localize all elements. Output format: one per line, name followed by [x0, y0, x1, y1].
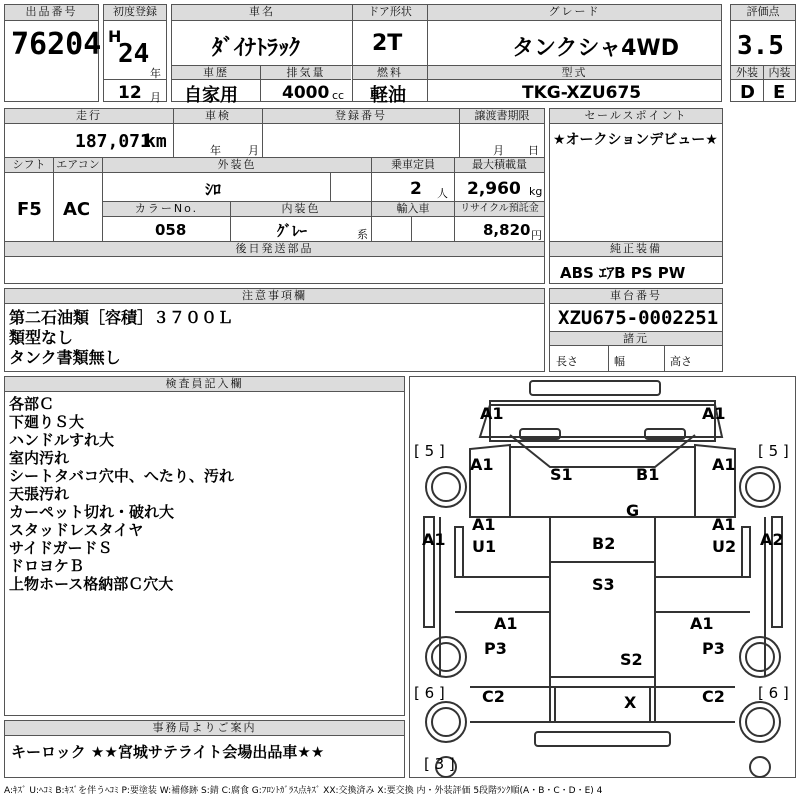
bracket-number: [ 6 ] [758, 684, 789, 702]
model-code: TKG-XZU675 [522, 83, 642, 103]
bracket-number: [ 5 ] [758, 442, 789, 460]
int-grade-label: 内装 [764, 66, 795, 80]
inspection-year-unit: 年 [210, 144, 221, 157]
damage-code: P3 [484, 639, 507, 658]
inspector-line: 室内汚れ [9, 449, 70, 467]
office-notice: キーロック ★★宮城サテライト会場出品車★★ [11, 743, 325, 761]
ac: AC [63, 199, 91, 220]
vehicle-details-box [4, 108, 545, 284]
damage-code: B1 [636, 465, 660, 484]
length-label: 長さ [556, 355, 578, 368]
first-registration-box [103, 4, 167, 102]
grade: タンクシャ4WD [512, 36, 679, 61]
car-history: 自家用 [184, 85, 238, 106]
capacity-label: 乗車定員 [372, 158, 454, 173]
ext-grade-label: 外装 [731, 66, 763, 80]
ac-label: エアコン [54, 158, 102, 173]
inspector-line: 上物ホース格納部Ｃ穴大 [9, 575, 174, 593]
door-label: ドア形状 [353, 5, 427, 21]
month-unit: 月 [150, 91, 161, 104]
damage-code: C2 [702, 687, 725, 706]
damage-diagram-box [409, 376, 796, 778]
mileage-unit: km [145, 131, 167, 152]
sales-point: ★オークションデビュー★ [553, 132, 718, 148]
inspector-line: 天張汚れ [9, 485, 70, 503]
score-box [730, 4, 796, 102]
chassis-number: XZU675-0002251 [558, 307, 719, 329]
bracket-number: [ 3 ] [424, 755, 455, 773]
displacement-unit: cc [332, 89, 345, 102]
car-name-label: 車名 [172, 5, 352, 21]
sales-point-label: セールスポイント [550, 109, 722, 124]
damage-legend: A:ｷｽﾞ U:ﾍｺﾐ B:ｷｽﾞを伴うﾍｺﾐ P:要塗装 W:補修跡 S:錆 C:腐食 G:ﾌﾛﾝﾄｶﾞﾗｽ点ｷｽﾞ XX:交換済み X:要交換 内・外装評価 5段階ﾗﾝｸ順(A・B・C・D・E) 4 [4, 786, 603, 796]
mileage: 187,071 [75, 131, 151, 152]
inspector-line: 各部Ｃ [9, 395, 55, 413]
equipment-label: 純正装備 [550, 242, 722, 257]
damage-code: S1 [550, 465, 573, 484]
inspector-line: カーペット切れ・破れ大 [9, 503, 175, 521]
inspector-line: ドロヨケＢ [9, 557, 85, 575]
office-label: 事務局よりご案内 [5, 721, 404, 736]
damage-code: X [624, 693, 637, 712]
inspection-month-unit: 月 [248, 144, 259, 157]
max-load-label: 最大積載量 [455, 158, 544, 173]
damage-code: U2 [712, 537, 737, 556]
lot-number-label: 出品番号 [5, 5, 98, 21]
fuel-type: 軽油 [370, 85, 406, 106]
transfer-label: 譲渡書期限 [460, 109, 544, 124]
interior-color-label: 内装色 [231, 202, 371, 217]
note-line: 類型なし [9, 328, 74, 347]
car-info-box [171, 4, 722, 106]
capacity: 2 [410, 179, 422, 199]
damage-code: A1 [470, 455, 494, 474]
notes-box [4, 288, 545, 372]
grade-label: グレード [428, 5, 721, 21]
mileage-label: 走行 [5, 109, 173, 124]
interior-color: ｸﾞﾚｰ [277, 222, 308, 240]
note-line: 第二石油類［容積］３７００Ｌ [9, 308, 234, 327]
specs-label: 諸元 [550, 332, 722, 346]
damage-code: B2 [592, 534, 616, 553]
registration-label: 登録番号 [263, 109, 459, 124]
damage-code: A1 [712, 455, 736, 474]
score-label: 評価点 [731, 5, 795, 21]
damage-code: A1 [422, 530, 446, 549]
car-name: ﾀﾞｲﾅﾄﾗｯｸ [212, 36, 301, 61]
bracket-number: [ 5 ] [414, 442, 445, 460]
damage-code: U1 [472, 537, 497, 556]
recycle-label: リサイクル預託金 [455, 202, 544, 217]
reg-month: 12 [118, 83, 142, 103]
inspector-line: ハンドルすれ大 [9, 431, 115, 449]
damage-code: A1 [480, 404, 504, 423]
lot-number-box [4, 4, 102, 102]
exterior-color: ｼﾛ [205, 180, 222, 199]
height-label: 高さ [670, 355, 692, 368]
lot-number: 76204 [11, 27, 102, 62]
damage-code: A1 [494, 614, 518, 633]
note-line: タンク書類無し [9, 348, 121, 367]
transfer-day-unit: 日 [528, 144, 539, 157]
inspector-label: 検査員記入欄 [5, 377, 404, 392]
sales-point-box [549, 108, 723, 284]
color-no-label: カラーNo. [103, 202, 230, 217]
shift-label: シフト [5, 158, 53, 173]
score-value: 3.5 [737, 31, 784, 61]
equipment: ABS ｴｱB PS PW [560, 264, 686, 282]
damage-code: P3 [702, 639, 725, 658]
chassis-box [549, 288, 723, 372]
chassis-number-label: 車台番号 [550, 289, 722, 304]
inspector-line: 下廻りＳ大 [9, 413, 85, 431]
inspection-label: 車検 [174, 109, 262, 124]
damage-code: A2 [760, 530, 784, 549]
shift: F5 [17, 199, 42, 220]
damage-code: S2 [620, 650, 643, 669]
later-parts-label: 後日発送部品 [5, 242, 544, 257]
capacity-unit: 人 [437, 187, 448, 200]
fuel-label: 燃料 [353, 66, 427, 80]
damage-code: A1 [712, 515, 736, 534]
history-label: 車歴 [172, 66, 260, 80]
recycle-fee: 8,820 [483, 221, 531, 239]
notes-label: 注意事項欄 [5, 289, 544, 304]
reg-year: 24 [118, 39, 150, 69]
door-type: 2T [372, 31, 403, 56]
max-load: 2,960 [467, 179, 521, 199]
damage-code: C2 [482, 687, 505, 706]
width-label: 幅 [614, 355, 625, 368]
inspector-box [4, 376, 405, 716]
max-load-unit: kg [529, 185, 543, 198]
damage-code: A1 [690, 614, 714, 633]
inspector-line: シートタバコ穴中、へたり、汚れ [9, 467, 234, 485]
bracket-number: [ 6 ] [414, 684, 445, 702]
interior-color-suffix: 系 [357, 228, 368, 241]
displacement: 4000 [282, 83, 330, 103]
damage-code: A1 [472, 515, 496, 534]
damage-code: G [626, 501, 640, 520]
inspector-line: スタッドレスタイヤ [9, 521, 144, 539]
year-unit: 年 [150, 67, 161, 80]
office-box [4, 720, 405, 778]
inspector-line: サイドガードＳ [9, 539, 113, 557]
damage-code: A1 [702, 404, 726, 423]
model-label: 型式 [428, 66, 721, 80]
ext-grade: D [740, 82, 755, 103]
displacement-label: 排気量 [261, 66, 351, 80]
era-letter: H [108, 27, 122, 46]
damage-code: S3 [592, 575, 615, 594]
first-registration-label: 初度登録 [104, 5, 166, 21]
color-number: 058 [155, 221, 187, 239]
import-label: 輸入車 [372, 202, 454, 217]
color-label: 外装色 [103, 158, 371, 173]
int-grade: E [773, 82, 786, 103]
recycle-unit: 円 [531, 229, 542, 242]
transfer-month-unit: 月 [493, 144, 504, 157]
